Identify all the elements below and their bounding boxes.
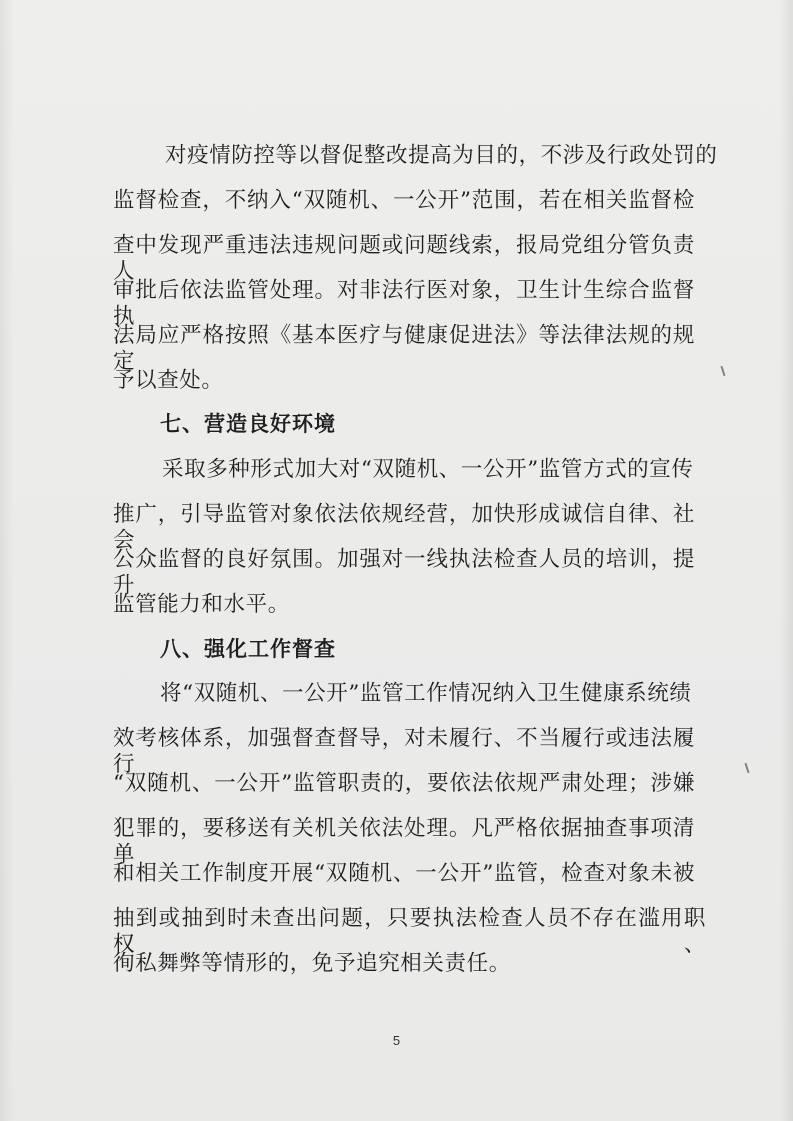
paragraph-line: 将“双随机、一公开”监管工作情况纳入卫生健康系统绩 bbox=[160, 681, 692, 706]
right-scan-shadow bbox=[779, 0, 793, 1121]
paragraph-line: 予以查处。 bbox=[113, 368, 224, 393]
paragraph-line: 查中发现严重违法违规问题或问题线索，报局党组分管负责人 bbox=[113, 233, 695, 284]
section-heading: 八、强化工作督查 bbox=[160, 637, 336, 661]
page-number: 5 bbox=[392, 1033, 401, 1048]
paragraph-line: 法局应严格按照《基本医疗与健康促进法》等法律法规的规定 bbox=[113, 323, 695, 374]
paragraph-line: 效考核体系，加强督查督导，对未履行、不当履行或违法履行 bbox=[113, 726, 695, 777]
paragraph-line: 抽到或抽到时未查出问题，只要执法检查人员不存在滥用职权、 bbox=[113, 906, 706, 957]
paragraph-line: 监督检查，不纳入“双随机、一公开”范围，若在相关监督检 bbox=[113, 188, 695, 213]
paragraph-line: “双随机、一公开”监管职责的，要依法依规严肃处理；涉嫌 bbox=[113, 771, 695, 796]
scan-artifact-mark bbox=[745, 763, 750, 773]
paragraph-line: 推广，引导监管对象依法依规经营，加快形成诚信自律、社会 bbox=[113, 502, 695, 553]
paragraph-line: 监管能力和水平。 bbox=[113, 592, 290, 617]
paragraph-line: 采取多种形式加大对“双随机、一公开”监管方式的宣传 bbox=[162, 457, 694, 482]
scan-artifact-mark bbox=[721, 366, 726, 376]
paragraph-line: 审批后依法监管处理。对非法行医对象，卫生计生综合监督执 bbox=[113, 278, 695, 329]
section-heading: 七、营造良好环境 bbox=[160, 412, 336, 436]
paragraph-line: 犯罪的，要移送有关机关依法处理。凡严格依据抽查事项清单 bbox=[113, 816, 695, 867]
paragraph-line: 对疫情防控等以督促整改提高为目的，不涉及行政处罚的 bbox=[165, 143, 718, 168]
left-scan-shadow bbox=[0, 0, 14, 1121]
paragraph-line: 公众监督的良好氛围。加强对一线执法检查人员的培训，提升 bbox=[113, 547, 695, 598]
paragraph-line: 徇私舞弊等情形的，免予追究相关责任。 bbox=[113, 951, 511, 976]
paragraph-line: 和相关工作制度开展“双随机、一公开”监管，检查对象未被 bbox=[113, 861, 695, 886]
